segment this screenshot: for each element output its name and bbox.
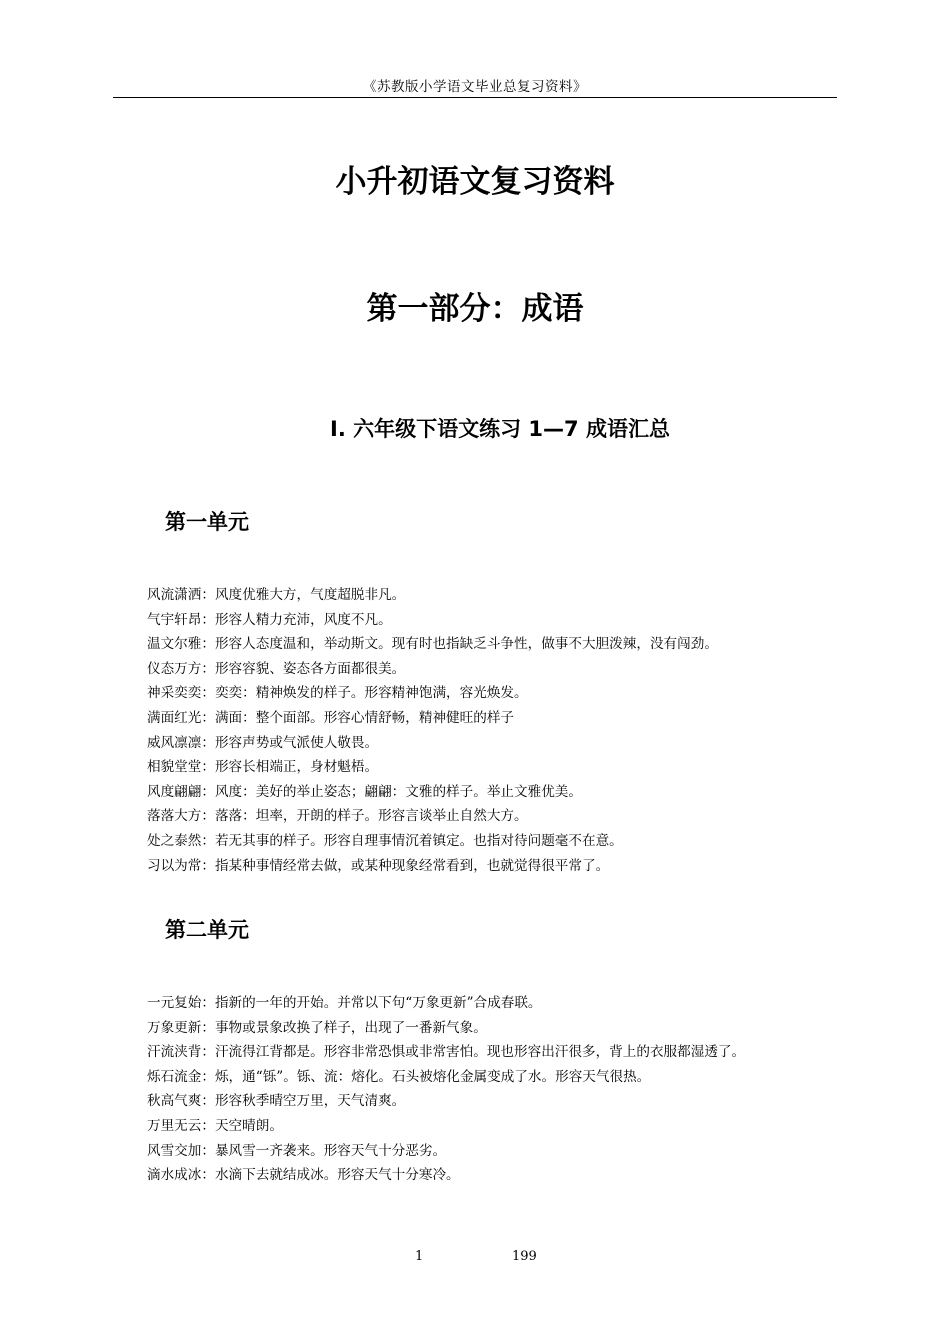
part-title: 第一部分：成语 <box>366 291 584 327</box>
page-number: 1 <box>415 1249 424 1264</box>
idiom-entry: 烁石流金：烁，通“铄”。铄、流：熔化。石头被熔化金属变成了水。形容天气很热。 <box>147 1068 651 1085</box>
idiom-entry: 处之泰然：若无其事的样子。形容自理事情沉着镇定。也指对待问题毫不在意。 <box>147 832 623 849</box>
section-title: I. 六年级下语文练习 1—7 成语汇总 <box>330 417 670 441</box>
unit-1-entries <box>113 583 843 878</box>
idiom-entry: 风流潇洒：风度优雅大方，气度超脱非凡。 <box>147 587 406 603</box>
idiom-entry: 习以为常：指某种事情经常去做，或某种现象经常看到，也就觉得很平常了。 <box>147 857 610 874</box>
idiom-entry: 秋高气爽：形容秋季晴空万里，天气清爽。 <box>147 1093 406 1110</box>
idiom-entry: 汗流浃背：汗流得江背都是。形容非常恐惧或非常害怕。现也形容出汗很多，背上的衣服都湿透了。 <box>147 1044 746 1061</box>
idiom-entry: 满面红光：满面：整个面部。形容心情舒畅，精神健旺的样子 <box>147 709 515 726</box>
idiom-entry: 落落大方：落落：坦率，开朗的样子。形容言谈举止自然大方。 <box>147 808 528 825</box>
idiom-entry: 风度翩翩：风度：美好的举止姿态；翩翩：文雅的样子。举止文雅优美。 <box>147 783 582 800</box>
running-header: 《苏教版小学语文毕业总复习资料》 <box>113 78 837 98</box>
document-title: 小升初语文复习资料 <box>335 164 615 200</box>
idiom-entry: 滴水成冰：水滴下去就结成冰。形容天气十分寒冷。 <box>147 1167 460 1184</box>
idiom-entry: 万里无云：天空晴朗。 <box>147 1117 283 1134</box>
idiom-entry: 万象更新：事物或景象改换了样子，出现了一番新气象。 <box>147 1019 487 1036</box>
idiom-entry: 仪态万方：形容容貌、姿态各方面都很美。 <box>147 660 406 677</box>
idiom-entry: 温文尔雅：形容人态度温和，举动斯文。现有时也指缺乏斗争性，做事不大胆泼辣，没有闯劲。 <box>147 636 718 653</box>
idiom-entry: 威风凛凛：形容声势或气派使人敬畏。 <box>147 734 379 751</box>
unit-heading-2: 第二单元 <box>165 918 249 942</box>
unit-heading-1: 第一单元 <box>165 510 249 534</box>
unit-2-entries <box>113 991 843 1188</box>
idiom-entry: 风雪交加：暴风雪一齐袭来。形容天气十分恶劣。 <box>147 1142 447 1159</box>
idiom-entry: 气宇轩昂：形容人精力充沛，风度不凡。 <box>147 611 392 628</box>
idiom-entry: 神采奕奕：奕奕：精神焕发的样子。形容精神饱满，容光焕发。 <box>147 685 528 702</box>
idiom-entry: 一元复始：指新的一年的开始。并常以下句“万象更新”合成春联。 <box>147 995 542 1011</box>
idiom-entry: 相貌堂堂：形容长相端正，身材魁梧。 <box>147 759 379 776</box>
total-pages: 199 <box>512 1249 537 1264</box>
